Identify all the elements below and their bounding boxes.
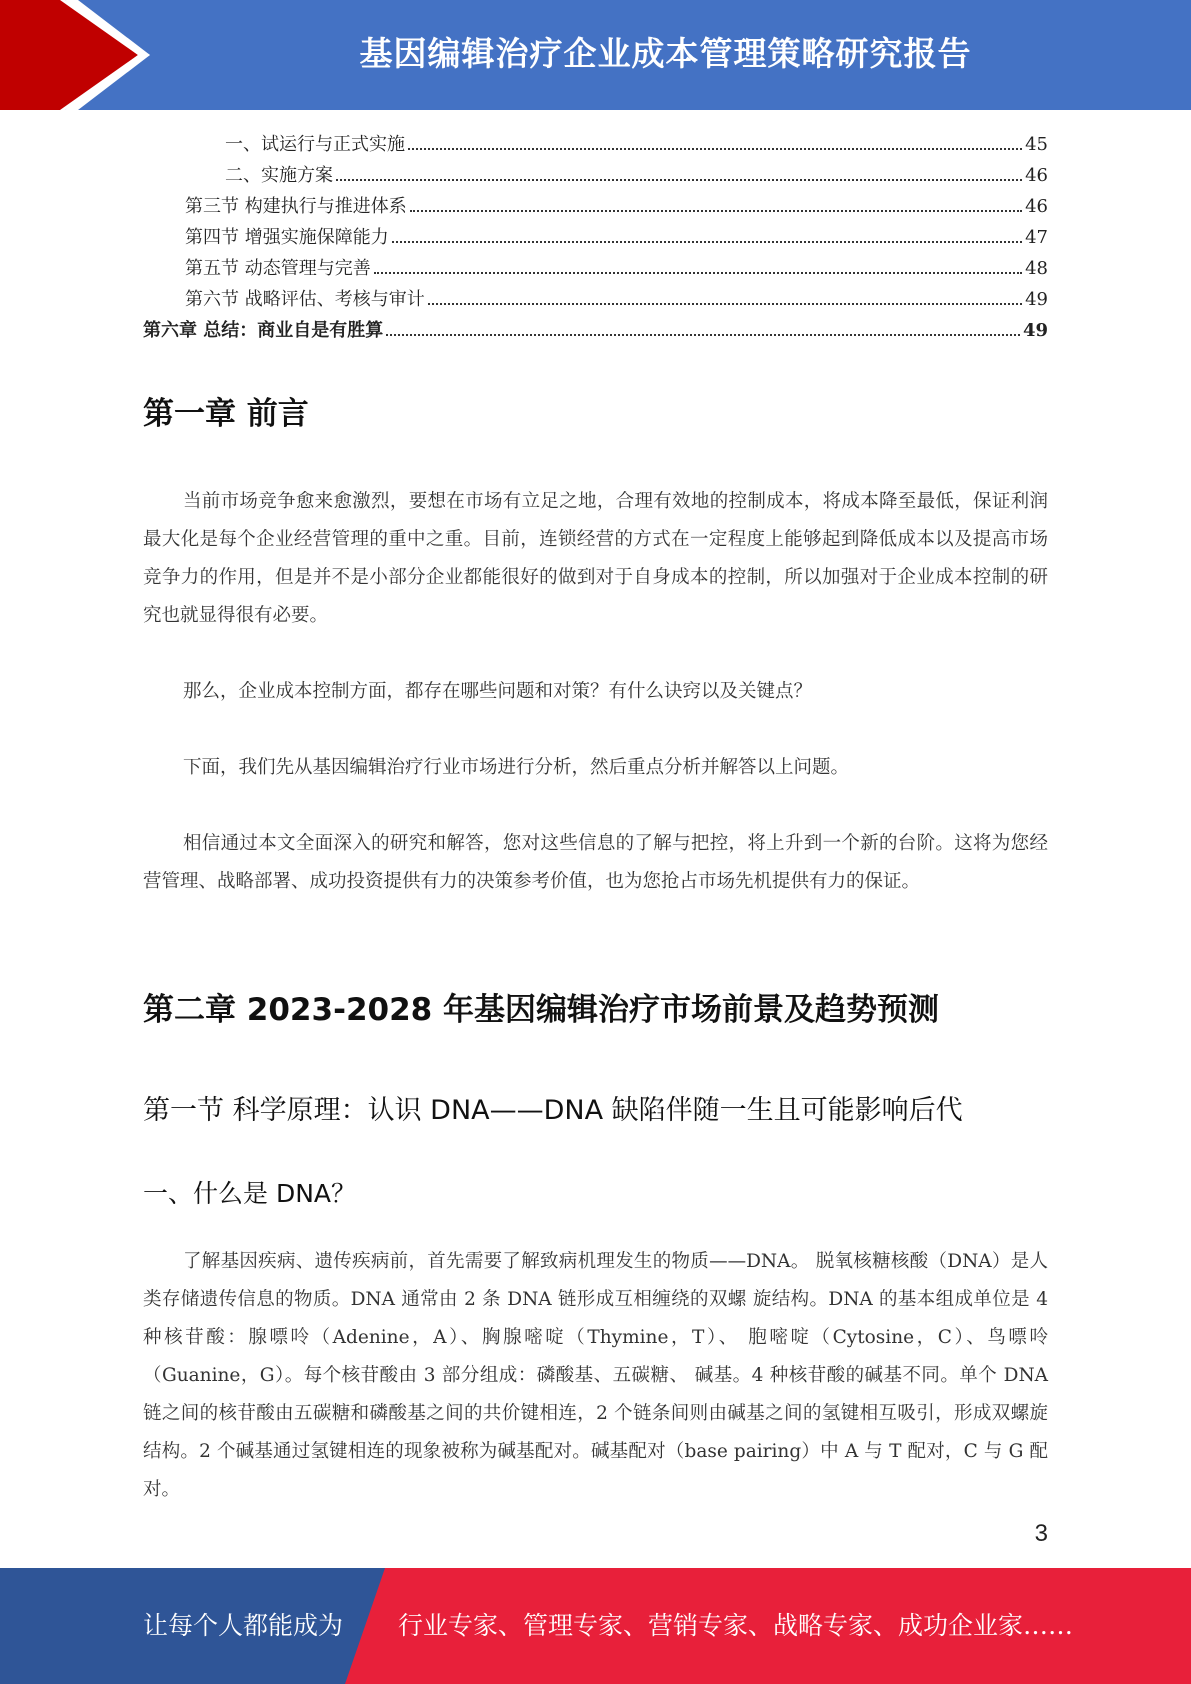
toc-entry-text: 二、实施方案 — [225, 165, 333, 186]
toc-entry-page: 46 — [1025, 165, 1048, 186]
toc-leader-dots — [408, 148, 1022, 150]
table-of-contents — [143, 130, 1048, 347]
toc-entry[interactable] — [143, 223, 1048, 254]
footer-slogan-left: 让每个人都能成为 — [143, 1611, 344, 1640]
chapter-heading: 第二章 2023-2028 年基因编辑治疗市场前景及趋势预测 — [143, 992, 940, 1028]
report-title: 基因编辑治疗企业成本管理策略研究报告 — [359, 34, 972, 73]
toc-entry[interactable] — [143, 254, 1048, 285]
body-paragraph: 了解基因疾病、遗传疾病前，首先需要了解致病机理发生的物质——DNA。 脱氧核糖核酸（DNA）是人类存储遗传信息的物质。DNA 通常由 2 条 DNA 链形成互相缠绕的双螺 旋结构。DNA 的基本组成单位是 4 种核苷酸：腺嘌呤（Adenine，A）、胸腺嘧啶（Thymine，T）、 胞嘧啶（Cytosine，C）、鸟嘌呤（Guanine，G）。每个核苷酸由 3 部分组成：磷酸基、五碳糖、 碱基。4 种核苷酸的碱基不同。单个 DNA 链之间的核苷酸由五碳糖和磷酸基之间的共价键相连，2 个链条间则由碱基之间的氢键相互吸引，形成双螺旋结构。2 个碱基通过氢键相连的现象被称为碱基配对。碱基配对（base pairing）中 A 与 T 配对，C 与 G 配对。 — [143, 1251, 1048, 1500]
page-header — [0, 0, 1191, 110]
toc-entry-page: 49 — [1025, 289, 1048, 310]
toc-entry[interactable] — [143, 161, 1048, 192]
toc-entry[interactable] — [143, 285, 1048, 316]
toc-entry-text: 第五节 动态管理与完善 — [185, 258, 371, 279]
toc-entry-text: 第四节 增强实施保障能力 — [185, 227, 389, 248]
page-number: 3 — [1034, 1520, 1048, 1547]
body-paragraph: 那么，企业成本控制方面，都存在哪些问题和对策？有什么诀窍以及关键点？ — [183, 681, 813, 702]
toc-entry-page: 46 — [1025, 196, 1048, 217]
toc-entry-page: 49 — [1022, 320, 1048, 341]
footer-slogan-right: 行业专家、管理专家、营销专家、战略专家、成功企业家…… — [398, 1611, 1074, 1640]
toc-entry-page: 45 — [1025, 134, 1048, 155]
toc-entry[interactable] — [143, 130, 1048, 161]
toc-entry-page: 47 — [1025, 227, 1048, 248]
toc-entry-text: 第六节 战略评估、考核与审计 — [185, 289, 425, 310]
toc-leader-dots — [392, 241, 1022, 243]
toc-entry-text: 一、试运行与正式实施 — [225, 134, 405, 155]
section-heading: 第一节 科学原理：认识 DNA——DNA 缺陷伴随一生且可能影响后代 — [143, 1095, 963, 1126]
page-footer — [0, 1568, 1191, 1684]
body-paragraph: 相信通过本文全面深入的研究和解答，您对这些信息的了解与把控，将上升到一个新的台阶。这将为您经营管理、战略部署、成功投资提供有力的决策参考价值，也为您抢占市场先机提供有力的保证。 — [143, 833, 1048, 892]
subsection-heading: 一、什么是 DNA？ — [143, 1179, 357, 1208]
toc-entry-text: 第三节 构建执行与推进体系 — [185, 196, 407, 217]
body-paragraph: 下面，我们先从基因编辑治疗行业市场进行分析，然后重点分析并解答以上问题。 — [183, 757, 850, 778]
toc-leader-dots — [428, 303, 1022, 305]
toc-entry-chapter[interactable] — [143, 316, 1048, 347]
toc-entry-page: 48 — [1025, 258, 1048, 279]
toc-entry[interactable] — [143, 192, 1048, 223]
body-paragraph: 当前市场竞争愈来愈激烈，要想在市场有立足之地，合理有效地的控制成本，将成本降至最低，保证利润最大化是每个企业经营管理的重中之重。目前，连锁经营的方式在一定程度上能够起到降低成本以及提高市场竞争力的作用，但是并不是小部分企业都能很好的做到对于自身成本的控制，所以加强对于企业成本控制的研究也就显得很有必要。 — [143, 491, 1048, 626]
toc-leader-dots — [374, 272, 1022, 274]
toc-leader-dots — [410, 210, 1022, 212]
toc-leader-dots — [336, 179, 1022, 181]
toc-entry-text: 第六章 总结：商业自是有胜算 — [143, 320, 384, 341]
chapter-heading: 第一章 前言 — [143, 396, 309, 432]
toc-leader-dots — [386, 334, 1020, 336]
